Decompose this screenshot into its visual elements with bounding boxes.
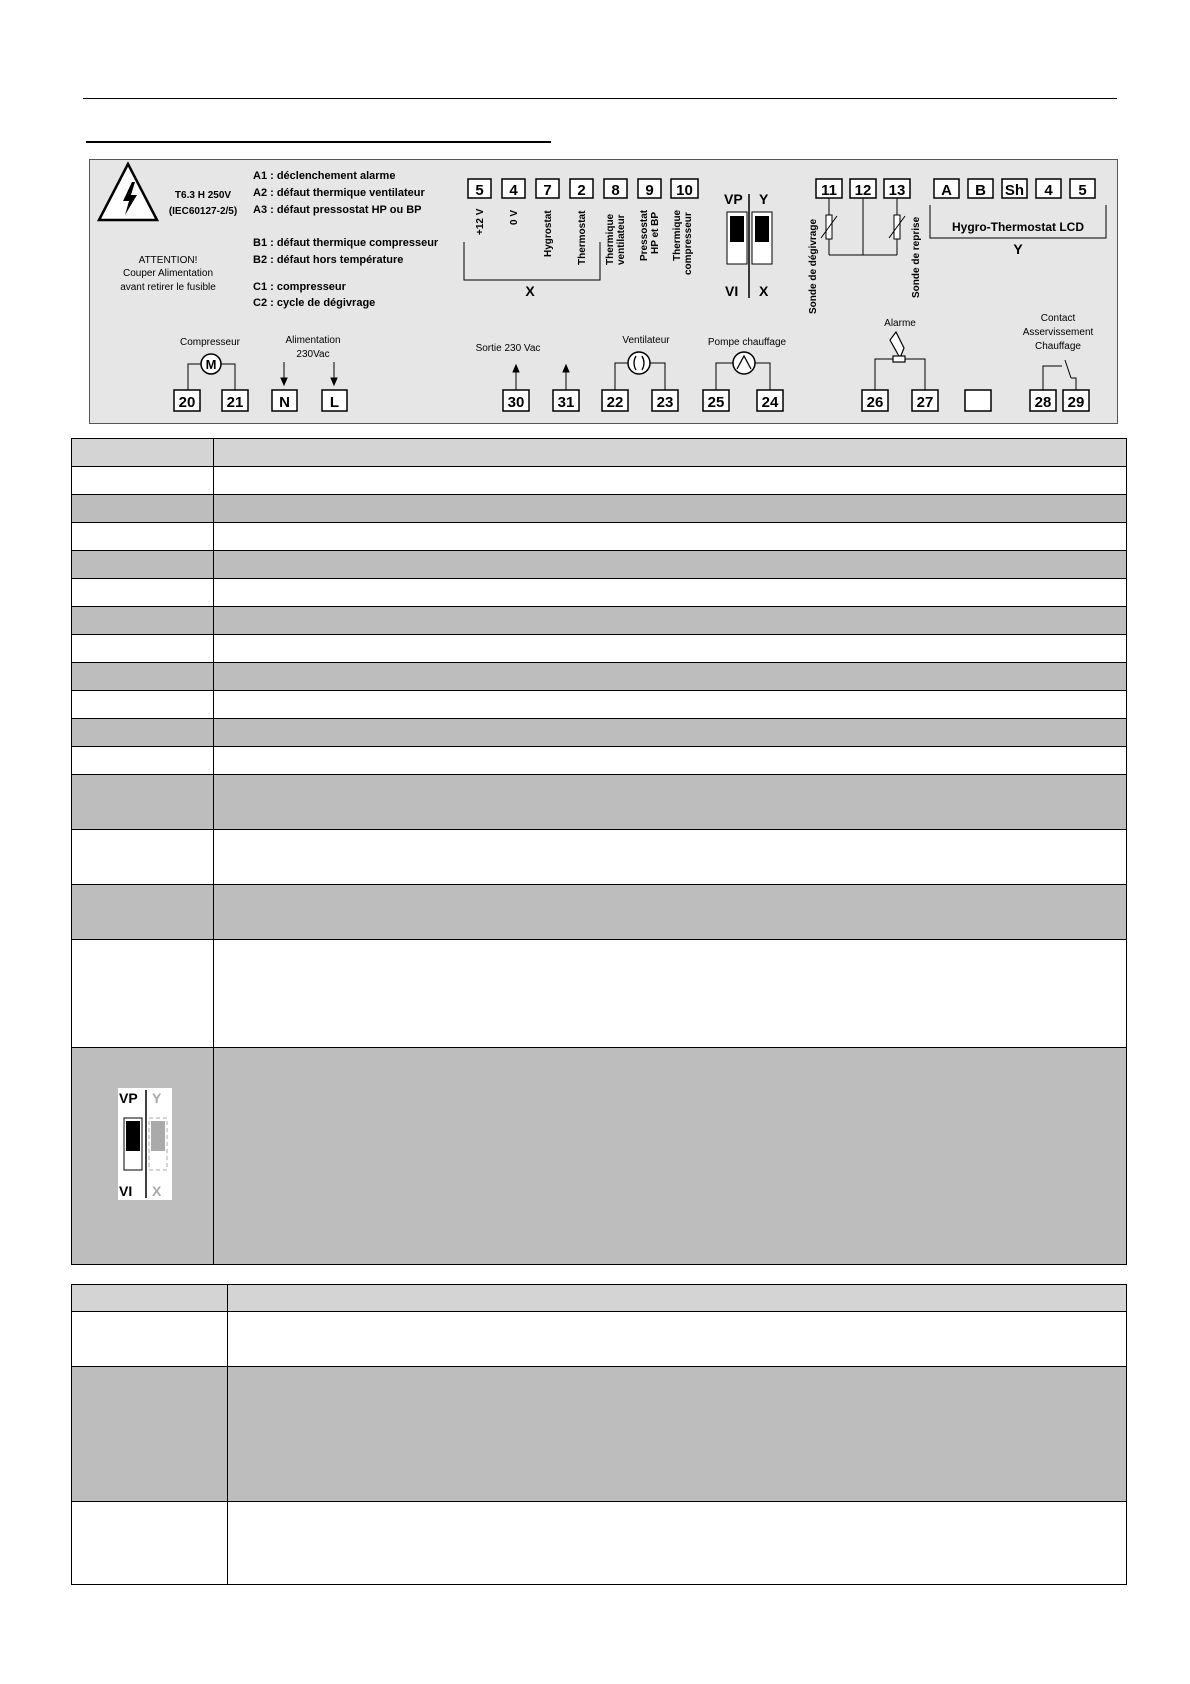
small-switch-y: Y [152, 1090, 162, 1106]
probe-label-reprise: Sonde de reprise [911, 216, 922, 298]
x-signal-thermostat: Thermostat [577, 210, 588, 265]
x-terminal-4: 4 [509, 182, 518, 199]
terminal-27: 27 [916, 394, 934, 411]
lcd-terminal-4: 4 [1044, 182, 1053, 199]
probe-terminal-13: 13 [888, 182, 906, 199]
terminal-26: 26 [866, 394, 884, 411]
x-terminal-7: 7 [543, 182, 552, 199]
pump-icon [733, 352, 755, 374]
small-dip-switch-icon [118, 1088, 172, 1200]
lcd-terminal-b: B [975, 182, 986, 199]
terminal-20: 20 [178, 394, 196, 411]
x-terminal-9: 9 [645, 182, 654, 199]
legend-b2: B2 : défaut hors température [253, 254, 404, 266]
compressor-label: Compresseur [179, 337, 241, 348]
dip-switch [724, 191, 772, 299]
table-row [72, 747, 1127, 775]
terminal-30: 30 [507, 394, 525, 411]
switch-vi: VI [725, 283, 739, 299]
wiring-diagram [89, 159, 1118, 424]
table-row [72, 719, 1127, 747]
legend-c2: C2 : cycle de dégivrage [253, 297, 376, 309]
table-row [72, 635, 1127, 663]
fuse-rating: T6.3 H 250V [174, 190, 232, 201]
lcd-terminal-5: 5 [1078, 182, 1087, 199]
table-row [72, 551, 1127, 579]
switch-vp: VP [724, 191, 743, 207]
small-switch-x: X [152, 1183, 162, 1199]
terminal-23: 23 [656, 394, 674, 411]
fan-label: Ventilateur [622, 335, 670, 346]
table-row [72, 663, 1127, 691]
x-label-thermique-compresseur-1: Thermique [672, 209, 683, 261]
attention-line-1: ATTENTION! [138, 255, 198, 266]
table-row [72, 830, 1127, 885]
terminal-24: 24 [761, 394, 779, 411]
fan-icon [628, 352, 650, 374]
probe-terminal-12: 12 [854, 182, 872, 199]
terminal-29: 29 [1067, 394, 1085, 411]
table-row [72, 1502, 1127, 1585]
terminal-l: L [329, 394, 340, 411]
supply-label-1: Alimentation [285, 335, 341, 346]
x-label-thermique-ventilateur-1: Thermique [605, 213, 616, 265]
table-header-row [72, 439, 1127, 467]
pump-label: Pompe chauffage [707, 337, 787, 348]
attention-line-2: Couper Alimentation [122, 268, 214, 279]
table-header-row [72, 1285, 1127, 1312]
alarm-label: Alarme [884, 318, 916, 329]
terminal-31: 31 [557, 394, 575, 411]
x-terminal-2: 2 [577, 182, 586, 199]
table-row [72, 607, 1127, 635]
switch-y: Y [759, 191, 769, 207]
x-label-pressostat-2: HP et BP [650, 211, 661, 254]
lcd-terminal-a: A [941, 182, 952, 199]
x-terminal-8: 8 [611, 182, 620, 199]
contact-label-1: Contact [1040, 313, 1076, 324]
terminal-22: 22 [606, 394, 624, 411]
x-terminal-5: 5 [475, 182, 484, 199]
small-switch-vi: VI [119, 1183, 133, 1199]
contact-label-2: Asservissement [1022, 327, 1094, 338]
alarm-horn-icon [890, 332, 905, 362]
legend-a2: A2 : défaut thermique ventilateur [253, 187, 425, 199]
attention-line-3: avant retirer le fusible [120, 282, 216, 293]
terminal-28: 28 [1034, 394, 1052, 411]
x-group-label: X [525, 283, 535, 299]
x-signal-12v: +12 V [475, 208, 486, 235]
terminal-n: N [279, 394, 290, 411]
x-terminal-10: 10 [676, 182, 693, 199]
legend-a1: A1 : déclenchement alarme [253, 170, 396, 182]
x-label-pressostat-1: Pressostat [639, 209, 650, 261]
blank-terminal [965, 390, 991, 411]
parameter-table-2 [71, 1284, 1127, 1585]
table-row [72, 523, 1127, 551]
x-label-thermique-ventilateur-2: ventilateur [616, 214, 627, 265]
terminal-25: 25 [707, 394, 725, 411]
table-row [72, 775, 1127, 830]
table-row [72, 467, 1127, 495]
probe-terminal-11: 11 [821, 182, 837, 199]
table-row [72, 1367, 1127, 1502]
parameter-table-1 [71, 438, 1127, 1265]
legend-a3: A3 : défaut pressostat HP ou BP [253, 204, 422, 216]
small-switch-vp: VP [119, 1090, 138, 1106]
contact-label-3: Chauffage [1035, 341, 1081, 352]
table-row [72, 495, 1127, 523]
table-row [72, 691, 1127, 719]
table-row-switch [72, 1048, 1127, 1265]
table-row [72, 1312, 1127, 1367]
probe-label-degivrage: Sonde de dégivrage [808, 218, 819, 314]
x-signal-hygrostat: Hygrostat [543, 210, 554, 257]
terminal-21: 21 [226, 394, 244, 411]
legend-b1: B1 : défaut thermique compresseur [253, 237, 439, 249]
lcd-terminal-sh: Sh [1004, 182, 1025, 199]
x-signal-0v: 0 V [509, 209, 520, 225]
high-voltage-warning-icon [99, 164, 157, 220]
supply-label-2: 230Vac [296, 349, 330, 360]
table-row [72, 940, 1127, 1048]
lcd-label: Hygro-Thermostat LCD [951, 220, 1085, 234]
legend-c1: C1 : compresseur [253, 281, 346, 293]
switch-x: X [759, 283, 769, 299]
lcd-group-label: Y [1013, 241, 1023, 257]
section-underline [86, 141, 551, 143]
motor-symbol: M [205, 357, 217, 372]
table-row [72, 579, 1127, 607]
x-label-thermique-compresseur-2: compresseur [683, 212, 694, 275]
top-rule [83, 98, 1117, 99]
motor-icon [201, 354, 221, 374]
output-label: Sortie 230 Vac [475, 343, 541, 354]
table-row [72, 885, 1127, 940]
fuse-standard: (IEC60127-2/5) [168, 206, 238, 217]
